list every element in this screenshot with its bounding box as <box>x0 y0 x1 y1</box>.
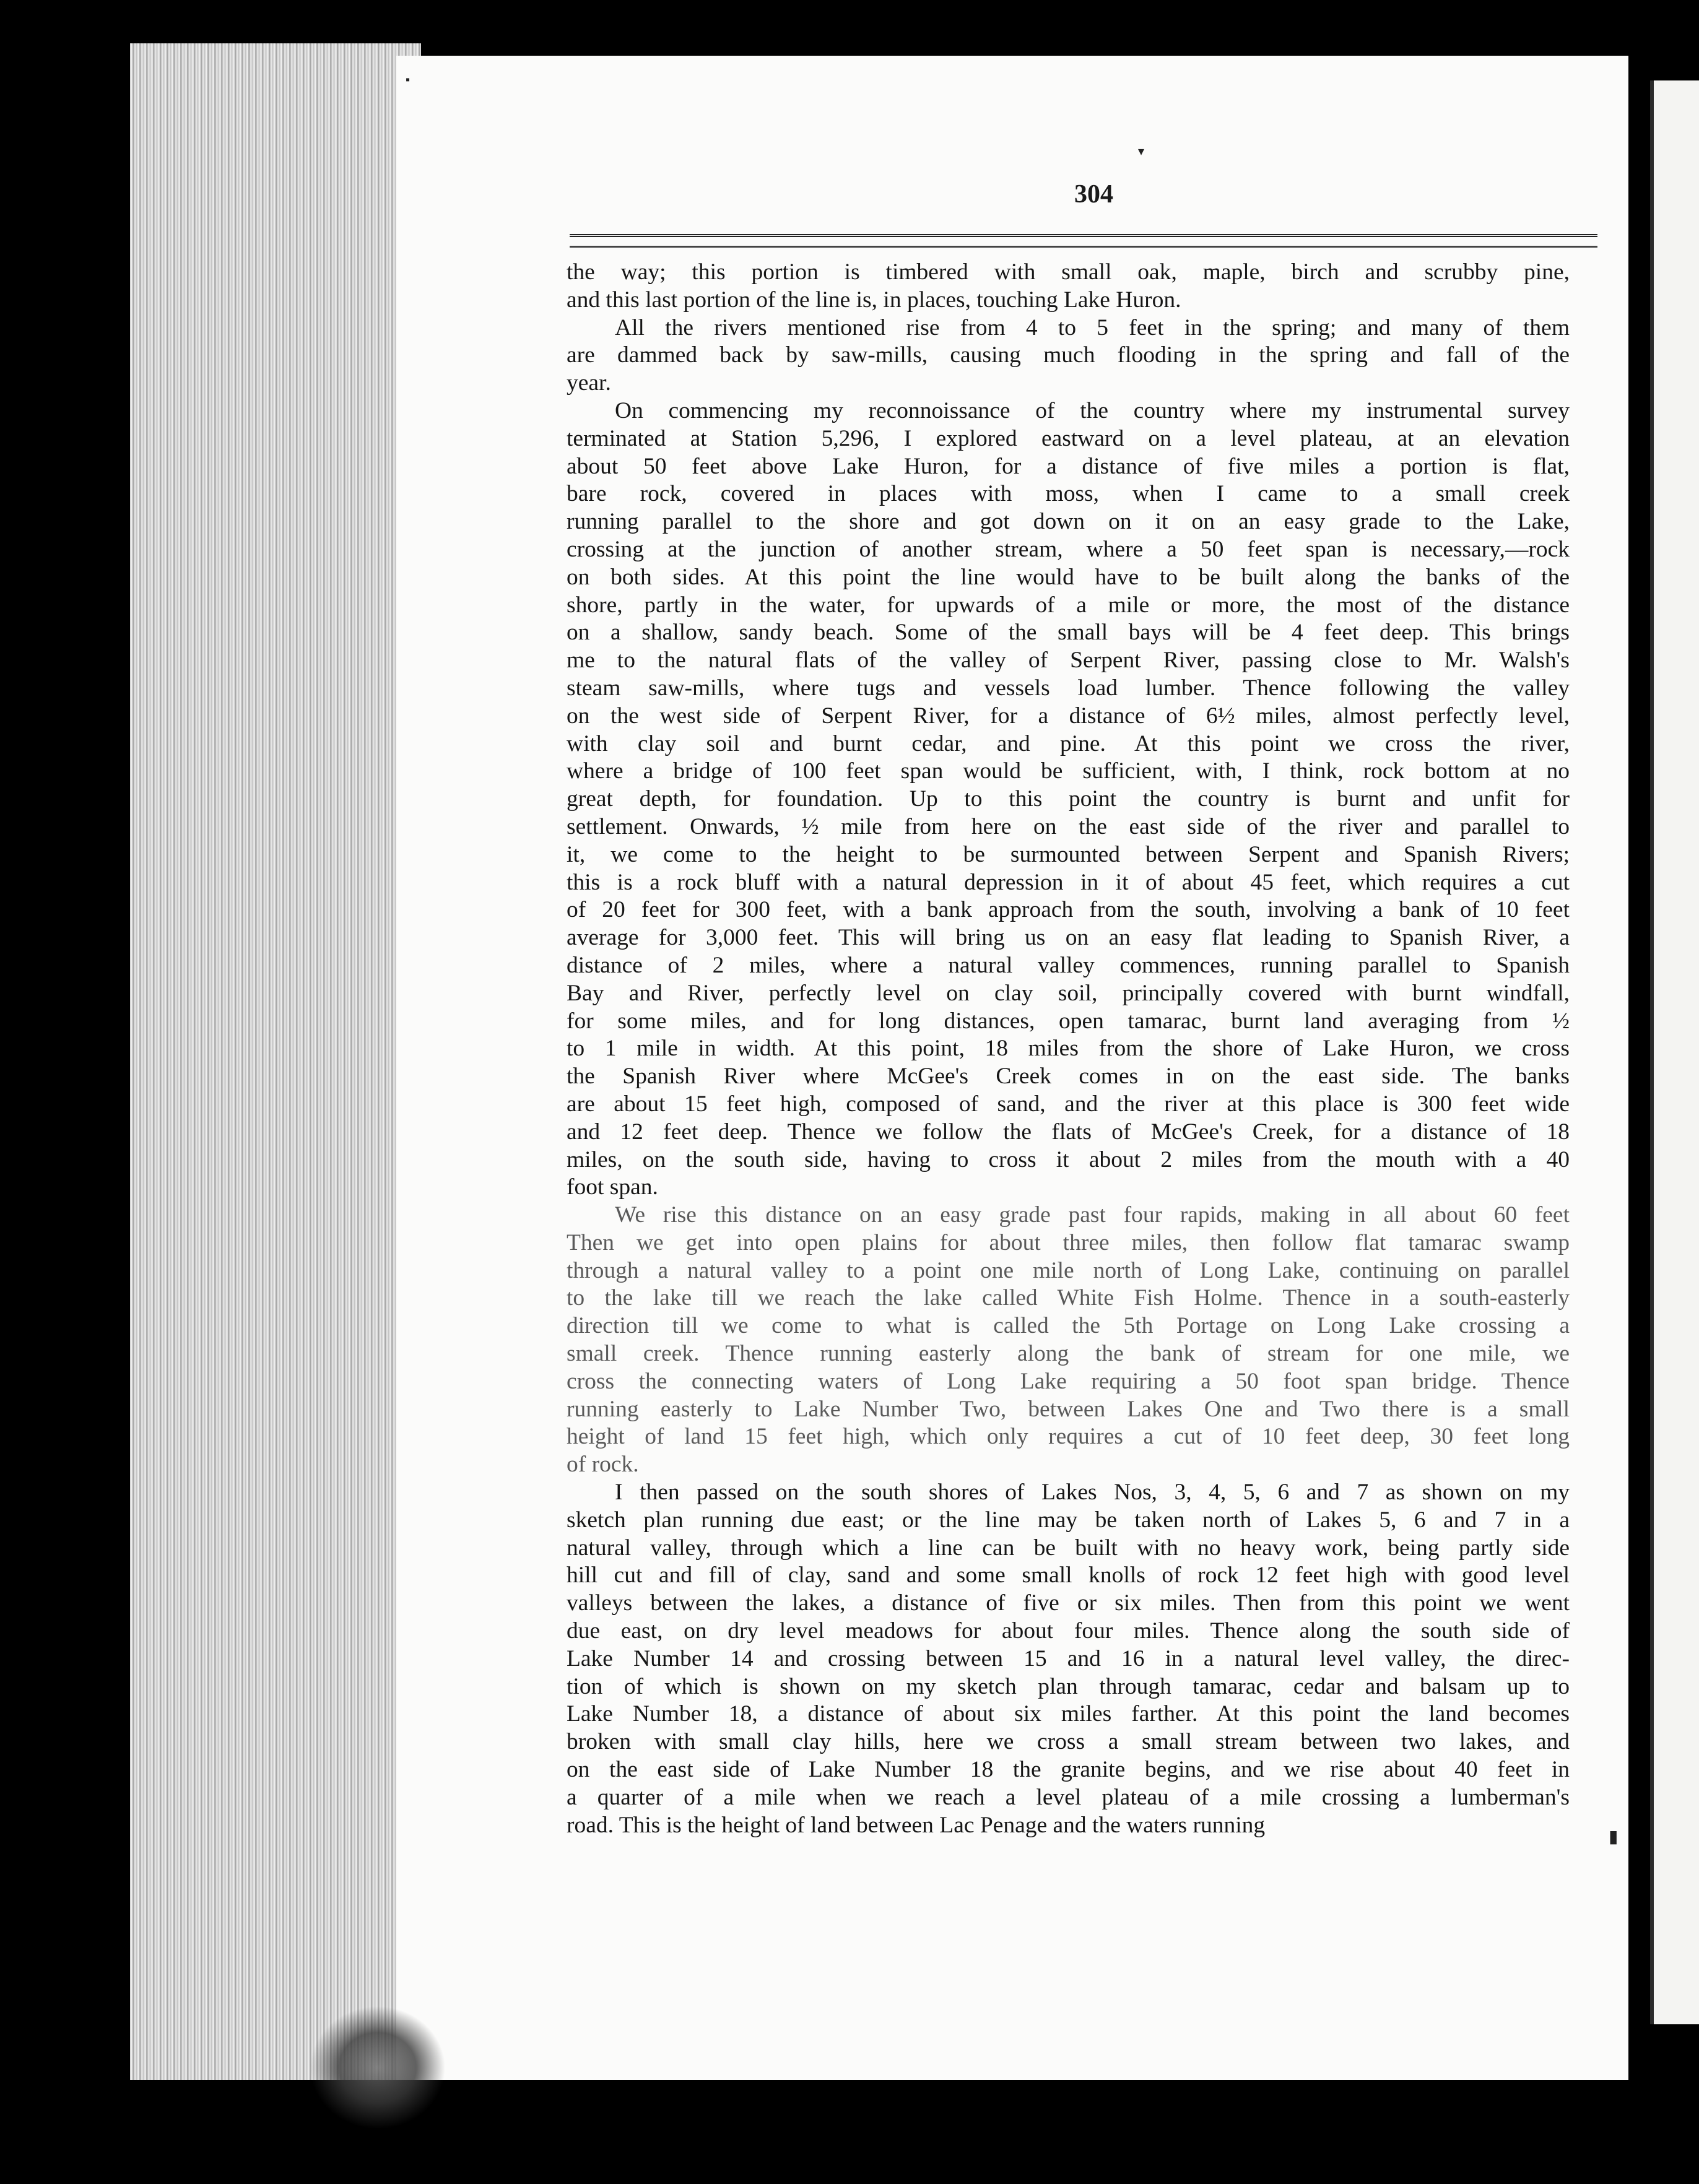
paragraph <box>567 1202 1570 1479</box>
text-line: steam saw-mills, where tugs and vessels load lumber. Thence following the valley <box>567 675 1570 701</box>
text-line: through a natural valley to a point one mile north of Long Lake, continuing on parallel <box>567 1257 1570 1283</box>
text-line: me to the natural flats of the valley of Serpent River, passing close to Mr. Walsh's <box>567 648 1570 674</box>
text-line: foot span. <box>567 1174 658 1200</box>
text-line: direction till we come to what is called the 5th Portage on Long Lake crossing a <box>567 1313 1570 1339</box>
page-edges-stack <box>130 43 421 2080</box>
text-line: and 12 feet deep. Thence we follow the flats of McGee's Creek, for a distance of 18 <box>567 1119 1570 1145</box>
paragraph <box>567 397 1570 1202</box>
text-line: bare rock, covered in places with moss, when I came to a small creek <box>567 481 1570 507</box>
text-line: it, we come to the height to be surmounted between Serpent and Spanish Rivers; <box>567 841 1570 867</box>
page-number: 304 <box>1074 180 1113 209</box>
text-line: the way; this portion is timbered with small oak, maple, birch and scrubby pine, <box>567 259 1570 285</box>
text-line: All the rivers mentioned rise from 4 to 5 feet in the spring; and many of them <box>615 314 1570 340</box>
text-line: Lake Number 14 and crossing between 15 and 16 in a natural level valley, the direc- <box>567 1645 1570 1671</box>
text-line: tion of which is shown on my sketch plan through tamarac, cedar and balsam up to <box>567 1673 1570 1699</box>
text-line: of rock. <box>567 1452 639 1478</box>
text-line: to the lake till we reach the lake called White Fish Holme. Thence in a south-easterly <box>567 1285 1570 1311</box>
text-line: shore, partly in the water, for upwards of a mile or more, the most of the distance <box>567 592 1570 618</box>
text-line: I then passed on the south shores of Lakes Nos, 3, 4, 5, 6 and 7 as shown on my <box>615 1480 1570 1506</box>
paragraph <box>567 259 1570 314</box>
speck-mark: ▮ <box>1609 1827 1619 1847</box>
paragraph <box>567 314 1570 397</box>
text-line: Bay and River, perfectly level on clay soil, principally covered with burnt windfall, <box>567 980 1570 1006</box>
text-line: distance of 2 miles, where a natural valley commences, running parallel to Spanish <box>567 952 1570 978</box>
text-line: average for 3,000 feet. This will bring us on an easy flat leading to Spanish River, a <box>567 925 1570 951</box>
text-line: hill cut and fill of clay, sand and some small knolls of rock 12 feet high with good level <box>567 1562 1570 1588</box>
text-line: to 1 mile in width. At this point, 18 miles from the shore of Lake Huron, we cross <box>567 1036 1570 1062</box>
text-line: height of land 15 feet high, which only requires a cut of 10 feet deep, 30 feet long <box>567 1424 1570 1450</box>
text-line: are about 15 feet high, composed of sand, and the river at this place is 300 feet wide <box>567 1091 1570 1117</box>
text-line: the Spanish River where McGee's Creek comes in on the east side. The banks <box>567 1064 1570 1090</box>
text-line: on both sides. At this point the line would have to be built along the banks of the <box>567 564 1570 590</box>
paragraph <box>567 1479 1570 1839</box>
text-line: Then we get into open plains for about three miles, then follow flat tamarac swamp <box>567 1229 1570 1255</box>
text-line: small creek. Thence running easterly along the bank of stream for one mile, we <box>567 1341 1570 1367</box>
speck-mark: ▪ <box>406 73 411 87</box>
text-line: for some miles, and for long distances, open tamarac, burnt land averaging from ½ <box>567 1008 1570 1034</box>
text-line: on the west side of Serpent River, for a distance of 6½ miles, almost perfectly level, <box>567 703 1570 729</box>
facing-page-edge <box>1650 80 1699 2024</box>
text-line: a quarter of a mile when we reach a level plateau of a mile crossing a lumberman's <box>567 1784 1570 1810</box>
text-line: road. This is the height of land between Lac Penage and the waters running <box>567 1812 1266 1838</box>
header-rule <box>570 234 1597 248</box>
text-line: broken with small clay hills, here we cross a small stream between two lakes, and <box>567 1729 1570 1755</box>
text-line: natural valley, through which a line can be built with no heavy work, being partly side <box>567 1535 1570 1561</box>
text-line: miles, on the south side, having to cross it about 2 miles from the mouth with a 40 <box>567 1146 1570 1172</box>
text-line: We rise this distance on an easy grade past four rapids, making in all about 60 feet <box>615 1202 1570 1228</box>
text-line: terminated at Station 5,296, I explored eastward on a level plateau, at an elevation <box>567 425 1570 451</box>
body-text <box>567 259 1570 1839</box>
text-line: cross the connecting waters of Long Lake requiring a 50 foot span bridge. Thence <box>567 1368 1570 1394</box>
text-line: with clay soil and burnt cedar, and pine. At this point we cross the river, <box>567 730 1570 756</box>
text-line: on a shallow, sandy beach. Some of the small bays will be 4 feet deep. This brings <box>567 620 1570 646</box>
text-line: running parallel to the shore and got down on it on an easy grade to the Lake, <box>567 509 1570 535</box>
text-line: crossing at the junction of another stream, where a 50 feet span is necessary,—rock <box>567 536 1570 562</box>
text-line: On commencing my reconnoissance of the country where my instrumental survey <box>615 397 1570 423</box>
text-line: year. <box>567 370 611 396</box>
text-line: valleys between the lakes, a distance of five or six miles. Then from this point we went <box>567 1590 1570 1616</box>
text-line: where a bridge of 100 feet span would be sufficient, with, I think, rock bottom at no <box>567 758 1570 784</box>
text-line: running easterly to Lake Number Two, between Lakes One and Two there is a small <box>567 1396 1570 1422</box>
text-line: and this last portion of the line is, in places, touching Lake Huron. <box>567 287 1181 313</box>
speck-mark: ▾ <box>1138 145 1145 158</box>
text-line: due east, on dry level meadows for about four miles. Thence along the south side of <box>567 1618 1570 1644</box>
text-line: settlement. Onwards, ½ mile from here on the east side of the river and parallel to <box>567 813 1570 839</box>
text-line: this is a rock bluff with a natural depression in it of about 45 feet, which requires a cut <box>567 869 1570 895</box>
text-line: great depth, for foundation. Up to this point the country is burnt and unfit for <box>567 786 1570 812</box>
text-line: on the east side of Lake Number 18 the granite begins, and we rise about 40 feet in <box>567 1757 1570 1783</box>
text-line: are dammed back by saw-mills, causing much flooding in the spring and fall of the <box>567 342 1570 368</box>
text-line: about 50 feet above Lake Huron, for a distance of five miles a portion is flat, <box>567 453 1570 479</box>
text-line: of 20 feet for 300 feet, with a bank approach from the south, involving a bank of 10 feet <box>567 897 1570 923</box>
text-line: sketch plan running due east; or the line may be taken north of Lakes 5, 6 and 7 in a <box>567 1507 1570 1533</box>
text-line: Lake Number 18, a distance of about six miles farther. At this point the land becomes <box>567 1701 1570 1727</box>
page-smudge <box>310 2006 446 2130</box>
